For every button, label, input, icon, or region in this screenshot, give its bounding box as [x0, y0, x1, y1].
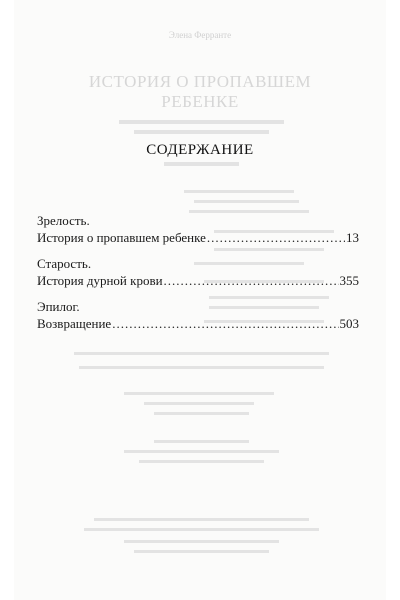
toc-entry-title: История о пропавшем ребенке: [37, 230, 206, 245]
toc-entry-title: Возвращение: [37, 316, 112, 331]
leader-dots: [164, 272, 339, 289]
leader-dots: [112, 315, 338, 332]
toc-entry-title: История дурной крови: [37, 273, 163, 288]
bleed-through-title-1: ИСТОРИЯ О ПРОПАВШЕМ: [88, 72, 312, 91]
toc-part-title: Эпилог.: [37, 299, 80, 314]
toc-part-title: Старость.: [37, 256, 92, 271]
toc-section-1: [37, 212, 359, 246]
toc-page-number: 13: [346, 230, 359, 245]
book-page: [14, 0, 386, 600]
toc-entry[interactable]: [37, 229, 359, 246]
toc-entry[interactable]: [37, 315, 359, 332]
toc-section-3: [37, 298, 359, 332]
bleed-through-title-2: РЕБЕНКЕ: [161, 92, 239, 111]
toc-page-number: 503: [339, 316, 359, 331]
toc-entry[interactable]: [37, 272, 359, 289]
leader-dots: [207, 229, 345, 246]
toc-section-2: [37, 255, 359, 289]
toc-page-number: 355: [339, 273, 359, 288]
bleed-through-author: Элена Ферранте: [168, 30, 232, 40]
toc-part-title: Зрелость.: [37, 213, 90, 228]
contents-heading: СОДЕРЖАНИЕ: [146, 142, 254, 158]
